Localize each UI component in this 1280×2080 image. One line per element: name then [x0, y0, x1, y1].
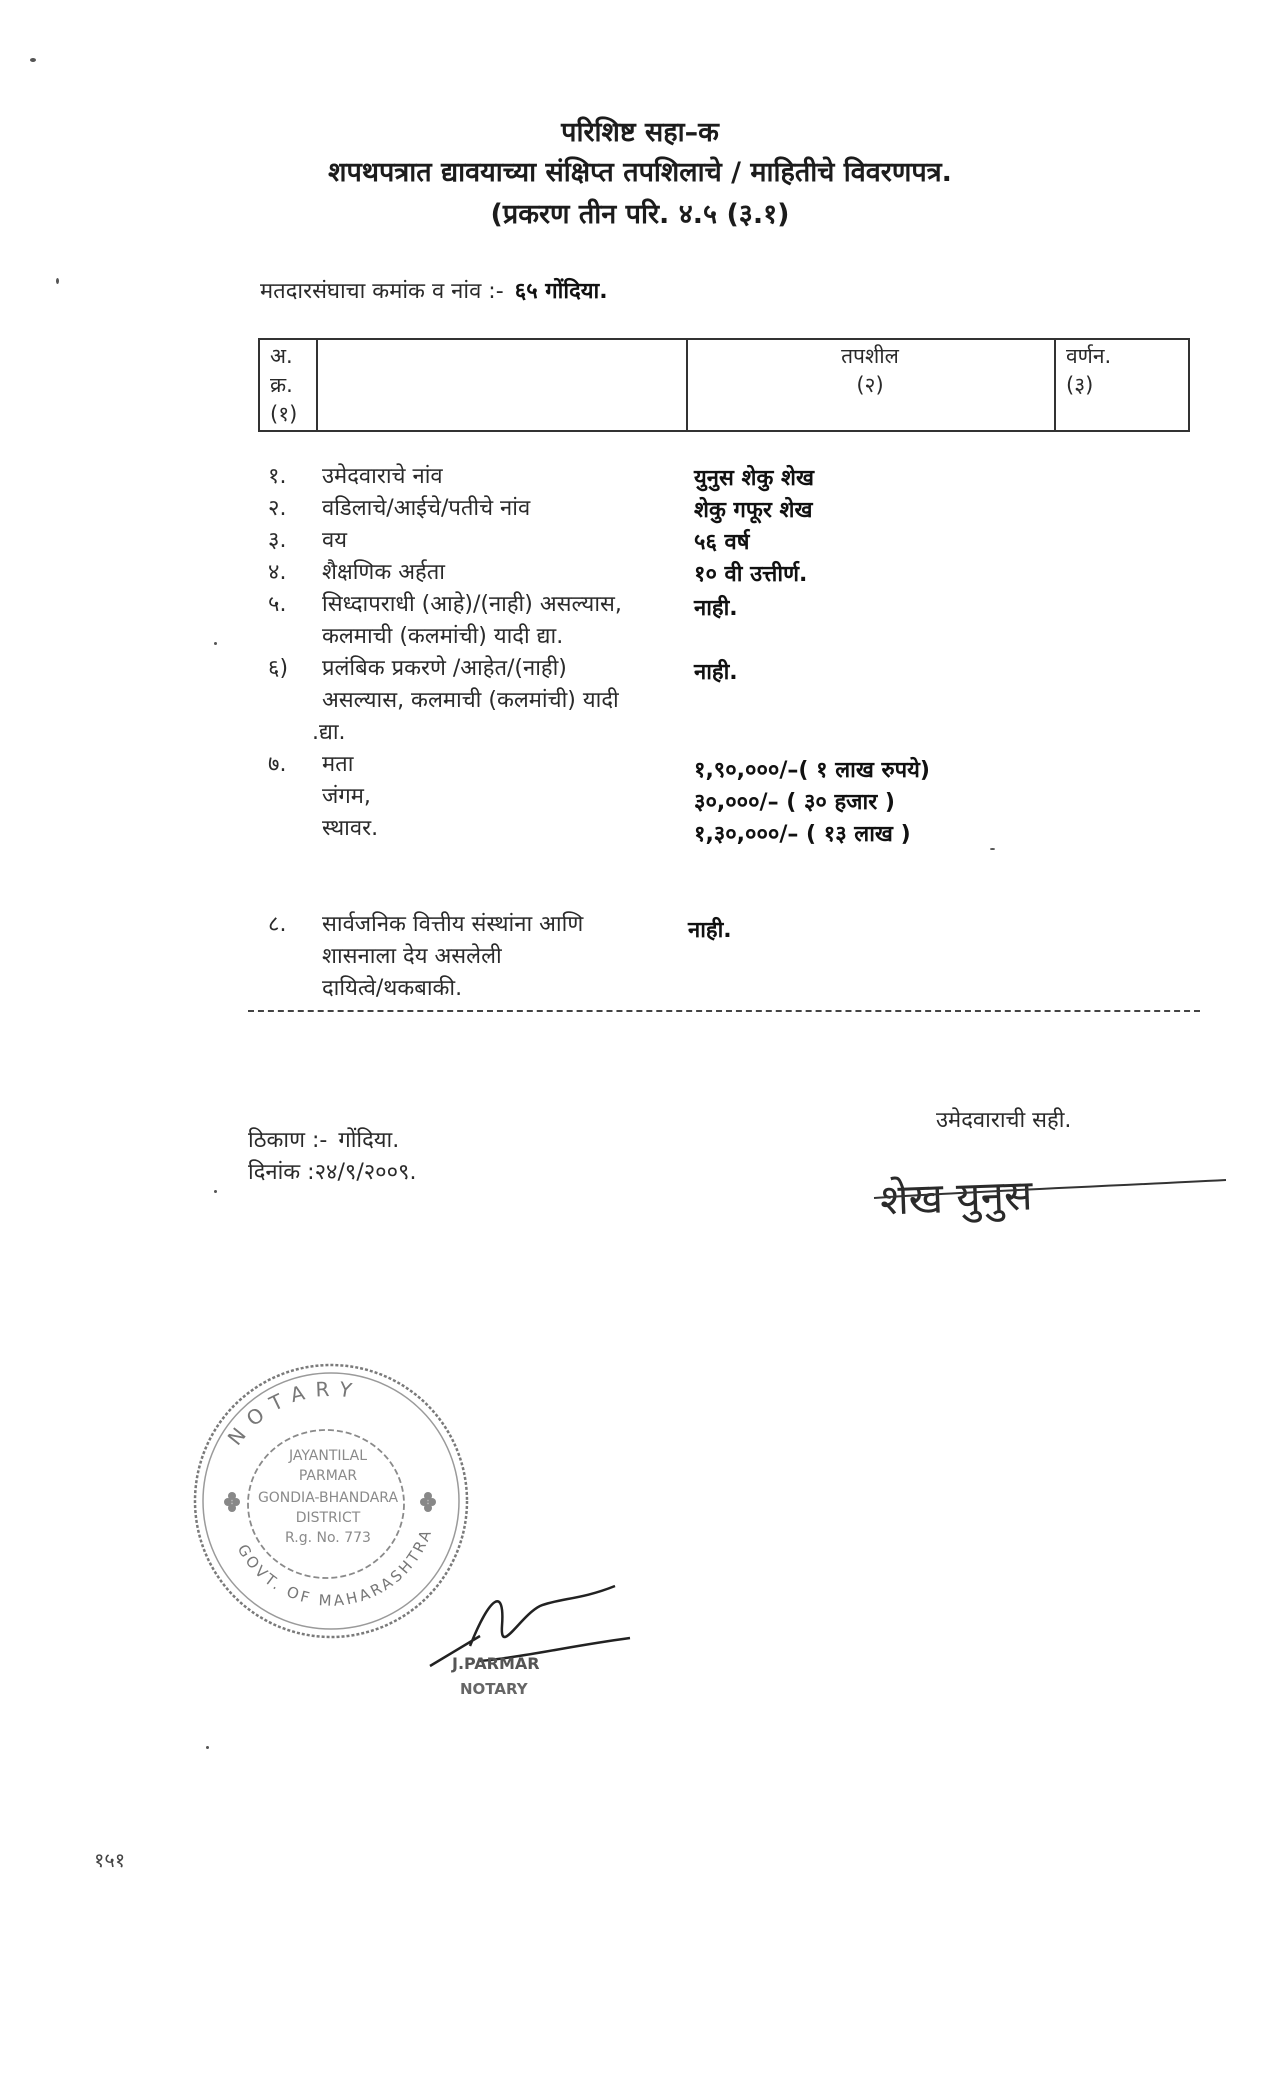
- stamp-flower-icon: [420, 1492, 436, 1512]
- scan-speck: [214, 1190, 217, 1193]
- item-value: १,९०,०००/–( १ लाख रुपये): [694, 758, 930, 783]
- stamp-ring-top: NOTARY: [222, 1376, 364, 1450]
- item-number: ७.: [268, 752, 287, 777]
- details-table-header: [258, 338, 1190, 432]
- item-label: दायित्वे/थकबाकी.: [322, 976, 463, 1001]
- item-label: .द्या.: [312, 720, 346, 745]
- serial-header: अ. क्र. (१): [270, 344, 298, 426]
- item-value: १,३०,०००/– ( १३ लाख ): [694, 822, 911, 847]
- item-label: कलमाची (कलमांची) यादी द्या.: [322, 624, 564, 649]
- item-label: असल्यास, कलमाची (कलमांची) यादी: [322, 688, 619, 713]
- signature-underline: [870, 1166, 1230, 1206]
- item-label: स्थावर.: [322, 816, 379, 841]
- date-label: दिनांक :: [248, 1160, 315, 1185]
- item-number: ६): [268, 656, 289, 681]
- item-label: वडिलाचे/आईचे/पतीचे नांव: [322, 496, 531, 521]
- dashed-separator: [248, 1010, 1200, 1012]
- stamp-line: PARMAR: [298, 1468, 358, 1484]
- date-line: [248, 1156, 417, 1186]
- item-label: सिध्दापराधी (आहे)/(नाही) असल्यास,: [322, 592, 622, 617]
- scan-speck: [56, 278, 59, 284]
- stamp-line: JAYANTILAL: [288, 1448, 368, 1464]
- item-number: ८.: [268, 912, 287, 937]
- item-number: १.: [268, 464, 287, 489]
- notary-title: NOTARY: [460, 1680, 528, 1698]
- stamp-line: DISTRICT: [295, 1510, 361, 1526]
- stamp-line: R.g. No. 773: [285, 1530, 371, 1546]
- item-label: वय: [322, 528, 347, 553]
- item-value: नाही.: [694, 660, 738, 685]
- item-label: जंगम,: [322, 784, 371, 809]
- candidate-signature-label: उमेदवाराची सही.: [936, 1108, 1072, 1133]
- page-number: १५१: [94, 1848, 126, 1872]
- item-value: नाही.: [694, 596, 738, 621]
- item-label: प्रलंबिक प्रकरणे /आहेत/(नाही): [322, 656, 567, 681]
- notary-name: J.PARMAR: [452, 1654, 540, 1673]
- item-number: ४.: [268, 560, 287, 585]
- scan-speck: [206, 1746, 209, 1749]
- item-number: ३.: [268, 528, 287, 553]
- scan-speck: [30, 58, 36, 62]
- candidate-signature: शेख युनुस: [879, 1170, 1034, 1225]
- annexure-title: परिशिष्ट सहा–क: [561, 117, 719, 148]
- item-number: ५.: [268, 592, 287, 617]
- stamp-ring-bottom: GOVT. OF MAHARASHTRA: [233, 1525, 436, 1610]
- item-label: शैक्षणिक अर्हता: [322, 560, 445, 585]
- place-label: ठिकाण :-: [248, 1128, 328, 1153]
- place-line: [248, 1124, 399, 1154]
- constituency-value: ६५ गोंदिया.: [514, 279, 608, 304]
- stamp-line: GONDIA-BHANDARA: [257, 1490, 399, 1506]
- item-value: १० वी उत्तीर्ण.: [694, 562, 808, 587]
- item-value: ५६ वर्ष: [694, 530, 750, 555]
- constituency-label: मतदारसंघाचा कमांक व नांव :-: [260, 279, 504, 304]
- chapter-reference: (प्रकरण तीन परि. ४.५ (३.१): [490, 199, 790, 230]
- description-header: वर्णन. (३): [1066, 344, 1112, 397]
- item-label: शासनाला देय असलेली: [322, 944, 502, 969]
- item-label: उमेदवाराचे नांव: [322, 464, 443, 489]
- item-value: नाही.: [688, 918, 732, 943]
- item-label: मता: [322, 752, 354, 777]
- details-header: तपशील (२): [841, 344, 899, 397]
- statement-title: शपथपत्रात द्यावयाच्या संक्षिप्त तपशिलाचे / माहितीचे विवरणपत्र.: [328, 157, 952, 188]
- item-label: सार्वजनिक वित्तीय संस्थांना आणि: [322, 912, 584, 937]
- place-value: गोंदिया.: [338, 1128, 400, 1153]
- scan-speck: [214, 642, 217, 645]
- item-value: शेकु गफूर शेख: [694, 498, 813, 523]
- item-number: २.: [268, 496, 287, 521]
- scan-speck: [990, 848, 995, 850]
- constituency-line: [260, 275, 608, 305]
- stamp-flower-icon: [224, 1492, 240, 1512]
- date-value: २४/९/२००९.: [314, 1160, 417, 1185]
- item-value: ३०,०००/– ( ३० हजार ): [694, 790, 895, 815]
- item-value: युनुस शेकु शेख: [694, 466, 814, 491]
